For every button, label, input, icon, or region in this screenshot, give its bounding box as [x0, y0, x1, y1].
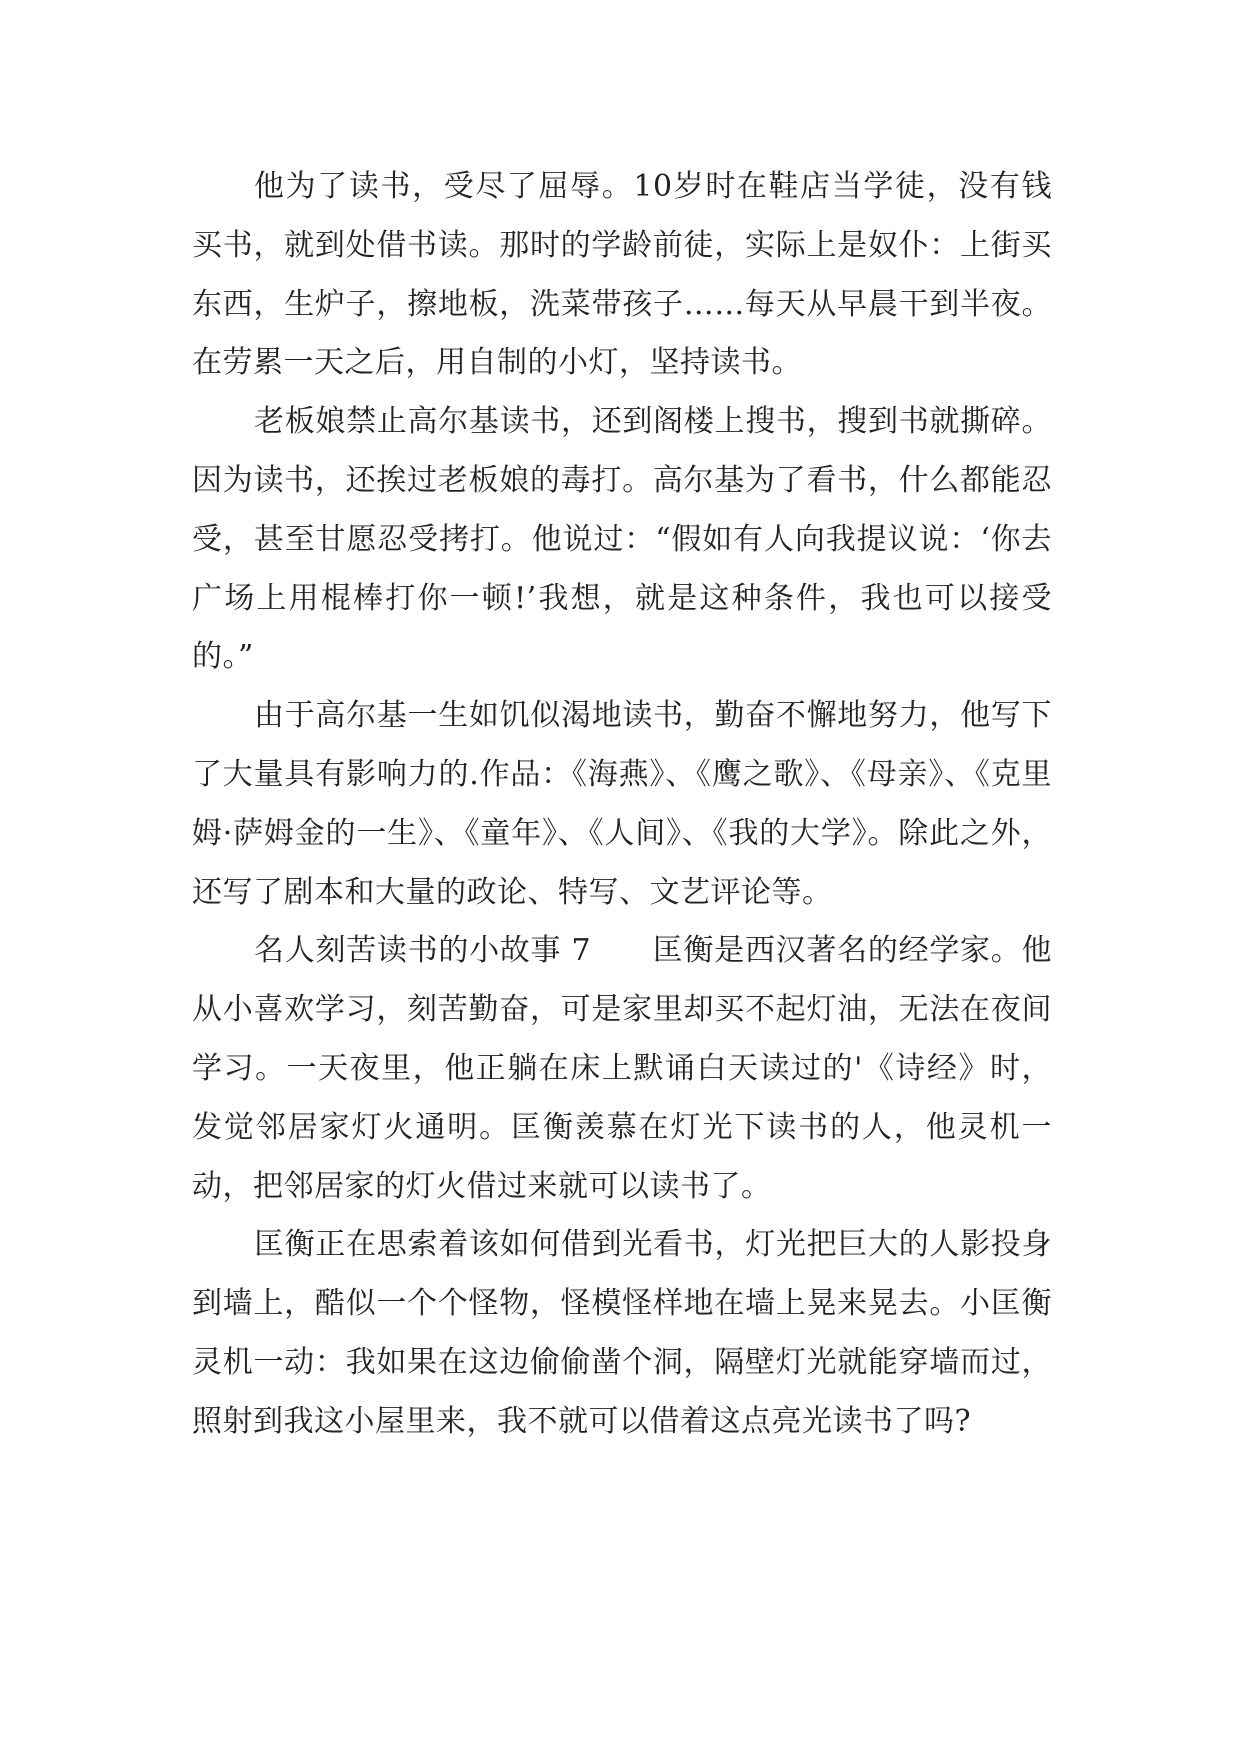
paragraph-2: 老板娘禁止高尔基读书，还到阁楼上搜书，搜到书就撕碎。因为读书，还挨过老板娘的毒打。高尔基为了看书，什么都能忍受，甚至甘愿忍受拷打。他说过：“假如有人向我提议说：‘你去广场上用棍棒打你一顿!’我想，就是这种条件，我也可以接受的。”	[192, 404, 1052, 675]
paragraph-5: 匡衡正在思索着该如何借到光看书，灯光把巨大的人影投身到墙上，酷似一个个怪物，怪模怪样地在墙上晃来晃去。小匡衡灵机一动：我如果在这边偷偷凿个洞，隔壁灯光就能穿墙而过，照射到我这小屋里来，我不就可以借着这点亮光读书了吗?	[192, 1227, 1052, 1439]
paragraph-1: 他为了读书，受尽了屈辱。10岁时在鞋店当学徒，没有钱买书，就到处借书读。那时的学龄前徒，实际上是奴仆：上街买东西，生炉子，擦地板，洗菜带孩子……每天从早晨干到半夜。在劳累一天之后，用自制的小灯，坚持读书。	[192, 169, 1052, 381]
document-body	[192, 158, 1052, 1452]
paragraph-3: 由于高尔基一生如饥似渴地读书，勤奋不懈地努力，他写下了大量具有影响力的.作品：《海燕》、《鹰之歌》、《母亲》、《克里姆·萨姆金的一生》、《童年》、《人间》、《我的大学》。除此之外，还写了剧本和大量的政论、特写、文艺评论等。	[192, 698, 1052, 910]
paragraph-4: 名人刻苦读书的小故事 7 匡衡是西汉著名的经学家。他从小喜欢学习，刻苦勤奋，可是家里却买不起灯油，无法在夜间学习。一天夜里，他正躺在床上默诵白天读过的'《诗经》时，发觉邻居家灯火通明。匡衡羡慕在灯光下读书的人，他灵机一动，把邻居家的灯火借过来就可以读书了。	[192, 933, 1052, 1204]
